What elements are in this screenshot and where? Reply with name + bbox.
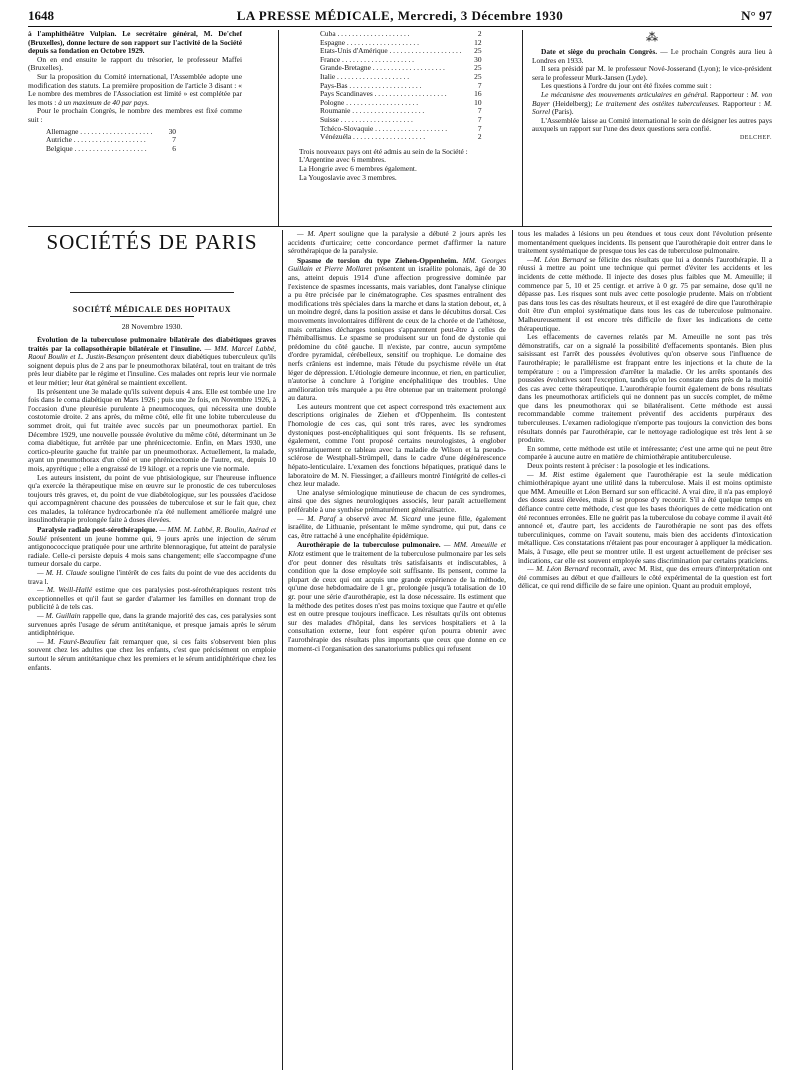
paragraph xyxy=(532,48,772,65)
table-row xyxy=(320,73,482,82)
table-row xyxy=(46,145,176,154)
country-name: Cuba . . . . . . . . . . . . . . . . . . . . xyxy=(320,30,410,38)
text-span: Rapporteur : xyxy=(708,89,751,99)
column-1 xyxy=(28,336,276,1066)
country-name: Espagne . . . . . . . . . . . . . . . . . . . . xyxy=(320,38,419,47)
text-span: (Heidelberg); xyxy=(549,98,596,108)
text-span: à un maximum de 40 par pays. xyxy=(58,97,150,107)
paragraph: L'Assemblée laisse au Comité international le soin de désigner les autres pays auxquels un rapport sur l'une des deux questions sera confié. xyxy=(532,115,772,134)
speaker: —M. Léon Bernard xyxy=(527,254,587,264)
paragraph xyxy=(518,565,772,591)
member-count: 6 xyxy=(172,143,176,153)
country-name: Suisse . . . . . . . . . . . . . . . . . . . . xyxy=(320,115,413,124)
country-name: Allemagne . . . . . . . . . . . . . . . . . . . . xyxy=(46,127,153,136)
issue-number: N° 97 xyxy=(741,8,772,23)
item-title: Spasme de torsion du type Ziehen-Oppenheim. xyxy=(297,255,459,265)
heading-rule xyxy=(70,292,234,293)
paragraph: Deux points restent à préciser : la posologie et les indications. xyxy=(527,461,710,471)
paragraph xyxy=(288,515,506,541)
table-row xyxy=(320,90,482,99)
paragraph xyxy=(28,638,276,672)
paragraph: Il sera présidé par M. le professeur Nové-Josserand (Lyon); le vice-président sera le professeur Murk-Jansen (Lyde). xyxy=(532,64,772,82)
member-count: 12 xyxy=(474,37,482,47)
country-name: Etats-Unis d'Amérique . . . . . . . . . . . . . . . . . . . . xyxy=(320,47,462,56)
country-name: Pologne . . . . . . . . . . . . . . . . . . . . xyxy=(320,98,419,107)
speaker: — M. Paraf xyxy=(297,513,336,523)
country-name: Tchéco-Slovaquie . . . . . . . . . . . . . . . . . . . . xyxy=(320,124,448,133)
column-rule xyxy=(282,230,283,1070)
paragraph xyxy=(518,471,772,566)
text-span: une jeune fille, également israélite, de Lithuanie, présentant le même syndrome, qui put, dans ce cas, être rattaché à une encéphalite épidémique. xyxy=(288,513,506,540)
top-left-column xyxy=(28,30,242,220)
speaker: M. Sicard xyxy=(390,513,421,523)
paragraph: On en end ensuite le rapport du trésorier, le professeur Maffei (Bruxelles). xyxy=(28,54,242,73)
item-title: Paralysie radiale post-sérothérapique. xyxy=(37,525,158,535)
speaker: — M. Guillain xyxy=(37,611,81,620)
member-count: 25 xyxy=(474,71,482,81)
section-rule xyxy=(28,226,772,227)
page-number: 1648 xyxy=(28,8,54,23)
paragraph xyxy=(288,257,506,403)
paragraph xyxy=(28,586,276,612)
paragraph xyxy=(28,73,242,107)
country-name: France . . . . . . . . . . . . . . . . . . . . xyxy=(320,55,415,64)
member-count: 2 xyxy=(477,132,482,142)
country-name: Vénézuéla . . . . . . . . . . . . . . . . . . . . xyxy=(320,133,426,142)
table-row xyxy=(320,47,482,56)
member-count: 7 xyxy=(477,123,482,133)
country-name: Italie . . . . . . . . . . . . . . . . . . . . xyxy=(320,72,410,81)
table-row xyxy=(320,99,482,108)
paragraph xyxy=(28,336,276,388)
authors: MM. Georges Guillain et Pierre Mollaret xyxy=(288,255,506,274)
country-table xyxy=(320,30,482,142)
paragraph: à l'amphithéâtre Vulpian. Le secrétaire général, M. De'chef (Bruxelles), donne lecture de son rapport sur l'activité de la Société depuis sa fondation en Octobre 1929. xyxy=(28,30,242,56)
signature: DELCHEF. xyxy=(739,134,772,141)
paragraph: Pour le prochain Congrès, le nombre des membres est fixé comme suit : xyxy=(28,106,242,124)
text-span: souligne l'intérêt de ces faits du point de vue des accidents du trava l. xyxy=(28,568,276,586)
text-span: a observé avec xyxy=(335,513,391,523)
text-span: (Paris). xyxy=(550,107,574,117)
member-count: 10 xyxy=(474,97,482,107)
table-row xyxy=(320,30,482,39)
paragraph: Ils présentent une 3e malade qu'ils suivent depuis 4 ans. Elle est tombée une 1re fois dans le coma diabétique en Mars 1926 ; puis une 2e fois, en Novembre 1926, à l'occasion d'une pleurésie purulente à pneumocoques, qui nécessita une double costotomie droite. 2 ans après, du même côté, elle fit une lobite tuberculeuse du sommet droit, qui fut traitée avec succès par un pneumothorax partiel. En Décembre 1929, une nouvelle poussée évolutive du même côté, déterminant un 3e coma diabétique, fut arrêtée par une phrénicectomie. Enfin, en Mars 1930, une cortico-pleurite gauche fut traitée par un pneumothorax. Actuellement, la malade, ayant un pneumothorax d'un côté et une phrénicectomie de l'autre, est, depuis 10 mois, apyrétique ; elle a engraissé de 19 kilogr. et a repris une vie normale. xyxy=(28,386,276,473)
asterism: ⁂ xyxy=(646,30,658,44)
column-rule xyxy=(278,30,279,226)
paragraph: Les auteurs montrent que cet aspect correspond très exactement aux descriptions originales de Ziehen et d'Oppenheim. Ils contestent l'homologie de ces cas, qui sont très rares, avec les syndromes dystoniques post-encéphalitiques qui sont fréquents. Ils se refusent, également, comme l'ont proposé certains neurologistes, à englober systématiquement ce tableau avec la maladie de Wilson et la pseudo-sclérose de Westphall-Strümpell, dans le cadre d'une dégénérescence hépato-lenticulaire. L'examen des fonctions hépatiques, pratiqué dans le laboratoire de M. N. Fiessinger, a d'ailleurs montré l'intégrité de celles-ci chez leur malade. xyxy=(288,401,506,489)
member-count: 7 xyxy=(477,106,482,116)
authors: — MM. M. Labbé, R. Boulin, Azérad et Soulié xyxy=(28,525,276,543)
member-count: 30 xyxy=(168,126,176,136)
text-span: souligne que la paralysie a débuté 2 jours après les accidents d'urticaire; cette concordance permet d'affirmer la nature sérothérapique de la paralysie. xyxy=(288,230,506,256)
journal-title: LA PRESSE MÉDICALE, Mercredi, 3 Décembre 1930 xyxy=(236,8,564,23)
item-title: Aurothérapie de la tuberculose pulmonaire. xyxy=(297,540,441,550)
speaker: — M. Rist xyxy=(527,469,565,479)
item-title: Évolution de la tuberculose pulmonaire bilatérale des diabétiques graves traités par la collapsothérapie bilatérale et l'insuline. xyxy=(28,336,276,353)
text-span: reconnaît, avec M. Rist, que des erreurs d'interprétation ont été commises au début et que d'ailleurs le côté expérimental de la question est fort délicat, ce qui rend difficile de se faire une opinion. Quant au produit employé, xyxy=(518,564,772,591)
column-2 xyxy=(288,230,506,1070)
member-count: 30 xyxy=(474,54,482,64)
country-name: Pays Scandinaves . . . . . . . . . . . . . . . . . . . . xyxy=(320,90,447,99)
top-right-column xyxy=(532,30,772,226)
text-span: M. Sorrel xyxy=(532,98,772,117)
country-name: Pays-Bas . . . . . . . . . . . . . . . . . . . . xyxy=(320,81,422,90)
text-span: Sur la proposition du Comité international, l'Assemblée adopte une modification des statuts. La première proposition de l'article 3 disant : « Le nombre des membres de l'Association est limité » est complétée par les mots : xyxy=(28,71,242,107)
speaker: — M. H. Claude xyxy=(37,568,88,578)
text-span: M. von Bayer xyxy=(532,89,772,108)
text-span: Le traitement des ostéites tuberculeuses. xyxy=(595,98,720,108)
speaker: — M. Léon Bernard xyxy=(527,564,589,574)
member-count: 25 xyxy=(474,63,482,73)
text-span: fait remarquer que, si ces faits s'observent bien plus souvent chez les adultes que chez les enfants, c'est que précisément on emploie surtout le sérum antitétanique chez les premiers et le sérum antidiphtérique chez les enfants. xyxy=(28,636,276,672)
paragraph: tous les malades à lésions un peu étendues et tous ceux dont l'évolution présente momentanément quelques incidents. Ils pensent que l'aurothérapie doit entrer dans le traitement systématique de presque tous les cas de tuberculose pulmonaire. xyxy=(518,230,772,256)
text-span: estime également que l'aurothérapie est la seule médication chimiothérapique ayant une utilité dans la tuberculose. Mais il est moins optimiste que MM. Ameuille et Léon Bernard sur son efficacité. A vrai dire, il n'a pas employé des doses aussi élevées, mais il se propose d'y recourir. S'il a été quelque temps en défiance contre cette méthode, c'est que les bases théoriques de cette médication ont été reconnues erronées. Elle ne guérit pas la tuberculose du cobaye comme il avait été annoncé et, d'autre part, les accidents de l'aurothérapie ne sont pas des effets tuberculiniques, comme on l'avait soutenu, mais bien des accidents d'intoxication métallique. Ces constatations n'étaient pas pour encourager à appliquer la médication. Mais, à l'usage, elle peut se montrer utile. Il est urgent actuellement de préciser ses indications, car elle est souvent employée sans discrimination par certains praticiens. xyxy=(518,469,772,565)
member-count: 2 xyxy=(477,30,482,38)
paragraph: En somme, cette méthode est utile et intéressante; c'est une arme qui ne peut être comparée à aucune autre en matière de chimiothérapie antituberculeuse. xyxy=(518,443,772,462)
text-span: estime que ces paralysies post-sérothérapiques restent très exceptionnelles et qu'il faut se garder d'alarmer les familles en donnant trop de publicité à de tels cas. xyxy=(28,585,276,612)
paragraph: Les effacements de cavernes relatés par M. Ameuille ne sont pas très démonstratifs, car on a signalé la possibilité d'effacements spontanés. Bien plus saisissant est l'arrêt des poussées évolutives qu'on observe sous l'influence de l'aurothérapie; le parallélisme est frappant entre les injections et la chute de la température : ou a l'impression d'arrêter la maladie. Or les arrêts spontanés des poussées évolutives sont l'exception, tandis qu'on les constate dans près de la moitié des cas avec cette thérapeutique. L'aurothérapie fournit également de bons résultats dans les pneumothorax artificiels qui ne donnent pas un succès complet, de même que dans les pneumothorax qui se bilatéralisent. Cette méthode est aussi recommandable comme traitement préventif des accidents purpéraux des tuberculeuses. L'examen radiologique n'emporte pas toujours la conviction des bons résultats donnés par l'aurothérapie, car le nettoyage radiologique est très lent à se produire. xyxy=(518,332,772,445)
text-span: Rapporteur : xyxy=(719,98,764,108)
column-3 xyxy=(518,230,772,1070)
column-rule xyxy=(522,30,523,226)
table-row xyxy=(320,82,482,91)
paragraph: Les auteurs insistent, du point de vue phtisiologique, sur l'heureuse influence qu'a exercée la thérapeutique mise en œuvre sur le pronostic de ces tuberculoses toujours très graves, et, du point de vue diabétologique, sur les poussées d'acidose qui accompagnèrent chacune des poussées de tuberculose et sur le fait que, chez ces malades, la tolérance hydrocarbonée n'a été nullement améliorée malgré une insulinothérapie prolongée faite à doses élevées. xyxy=(28,472,276,525)
country-name: Belgique . . . . . . . . . . . . . . . . . . . . xyxy=(46,144,147,153)
country-name: Grande-Bretagne . . . . . . . . . . . . . . . . . . . . xyxy=(320,64,445,73)
page-header xyxy=(28,8,772,27)
paragraph xyxy=(532,91,772,117)
table-row xyxy=(320,125,482,134)
table-row xyxy=(320,107,482,116)
text-span: Le mécanisme des mouvements articulaires en général. xyxy=(541,89,709,99)
table-row xyxy=(46,128,176,137)
section-title: Date et siège du prochain Congrès. xyxy=(541,47,658,56)
country-name: Autriche . . . . . . . . . . . . . . . . . . . . xyxy=(46,136,146,145)
paragraph xyxy=(28,612,276,638)
paragraph xyxy=(28,526,276,569)
authors: — MM. Ameuille et Klotz xyxy=(288,540,506,558)
member-count: 7 xyxy=(477,114,482,124)
member-count: 7 xyxy=(477,80,482,90)
table-row xyxy=(320,56,482,65)
table-row xyxy=(320,64,482,73)
text-span: rappelle que, dans la grande majorité des cas, ces paralysies sont survenues après l'usage de sérum antitétanique, et presque jamais après le sérum antidiphtérique. xyxy=(28,611,276,638)
member-count: 7 xyxy=(172,135,176,145)
list-item: La Hongrie avec 6 membres également. xyxy=(299,163,417,173)
table-row xyxy=(320,39,482,48)
paragraph: Une analyse sémiologique minutieuse de chacun de ces syndromes, ainsi que des signes neurologiques associés, leur paraît actuellement préférable à une synthèse prématurément généralisatrice. xyxy=(288,487,506,514)
member-count: 16 xyxy=(474,89,482,99)
text-span: présentent deux diabétiques tuberculeux qu'ils soignent depuis plus de 2 ans par le pneumothorax bilatéral, tout en traitant de très près leur diabète par le régime et l'insuline. Ces malades ont repris leur vie normale et leur métier; leur état général se maintient excellent. xyxy=(28,352,276,387)
text-span: — Le prochain Congrès aura lieu à Londres en 1933. xyxy=(532,47,772,65)
list-item: L'Argentine avec 6 membres. xyxy=(299,155,386,165)
paragraph xyxy=(288,541,506,653)
text-span: présentent un jeune homme qui, 9 jours après une injection de sérum antigonococcique pratiquée pour une arthrite blennoragique, fut atteint de paralysie radiale. Celle-ci persiste depuis 4 mois sans changement; elle s'accompagne d'une tumeur dorsale du carpe. xyxy=(28,533,276,569)
country-name: Roumanie . . . . . . . . . . . . . . . . . . . . xyxy=(320,107,425,116)
list-item: La Yougoslavie avec 3 membres. xyxy=(299,172,397,182)
text-span: présentent un israélite polonais, âgé de 30 ans, atteint depuis 1914 d'une affection progressive dominée par l'existence de spasmes incessants, mais variables, dont l'analyse clinique a pu être précisée par le cinématographe. Ces spasmes entraînent des modifications très spéciales dans la marche et dans la station debout, et, à un moindre degré, dans la position assise et dans le décubitus dorsal. Ces mouvements involontaires diffèrent de ceux de la chorée et de l'athétose, mais certaines décharges toniques s'apparentent peut-être à celles de l'hémiballismus. Le spasme se produisent sur un fond de dystonie qui prédomine du côté gauche. Il n'existe, par contre, aucun symptôme d'ordre pyramidal, cérébelleux, sensitif ou trophique. Le domaine des nerfs crâniens est indemne, mais l'étude du psychisme révèle un état léger de dépression. L'étiologie demeure inconnue, et rien, en particulier, n'autorise à conclure à l'origine encéphalitique des troubles. Une amélioration très marquée a pu être obtenue par un traitement prolongé au datura. xyxy=(288,264,506,403)
paragraph xyxy=(518,256,772,333)
table-row xyxy=(320,116,482,125)
country-table xyxy=(46,128,176,154)
text-span: se félicite des résultats que lui a donnés l'aurothérapie. Il a réussi à mettre au point une technique qui permet d'éviter les accidents et les incidents de cette méthode. Il injecte des doses plus faibles que M. Ameuille; il commence par 5, 10 et 25 centigr. et arrive à 0 gr. 75 par semaine, dose qu'il ne dépasse pas. Les risques sont nuls avec cette posologie prudente. Mais on n'obtient pas dans tous les cas des résultats heureux, et il est exagéré de dire que l'aurothérapie doit être d'un emploi systématique dans tous les cas de tuberculose pulmonaire. Malheureusement il est encore très difficile de fixer les indications de cette thérapeutique. xyxy=(518,254,772,333)
member-count: 25 xyxy=(474,46,482,56)
speaker: — M. Weill-Hallé xyxy=(37,585,93,595)
session-date: 28 Novembre 1930. xyxy=(121,322,183,331)
paragraph: Trois nouveaux pays ont été admis au sein de la Société : xyxy=(299,146,468,156)
society-name: SOCIÉTÉ MÉDICALE DES HOPITAUX xyxy=(72,305,232,314)
top-middle-column xyxy=(290,30,512,226)
column-rule xyxy=(512,230,513,1070)
paragraph: Les questions à l'ordre du jour ont été fixées comme suit : xyxy=(541,81,712,91)
paragraph xyxy=(28,569,276,586)
paragraph xyxy=(288,230,506,256)
speaker: — M. Fauré-Beaulieu xyxy=(37,636,106,646)
text-span: estiment que le traitement de la tuberculose pulmonaire par les sels d'or peut donner des résultats très satisfaisants et indiscutables, à condition que la dose employée soit suffisante. Ils pensent, comme la plupart de ceux qui ont acquis une grande expérience de la méthode, qu'une dose hebdomadaire de 1 gr., prolongée jusqu'à totalisation de 10 gr. pour une série d'aurothérapie, est la dose nécessaire. Ils estiment que la méthode des petites doses n'est pas moins toxique que l'autre et qu'elle est en outre presque toujours inefficace. Les résultats qu'ils ont obtenus sur des malades d'hôpital, dans les services hospitaliers et à la consultation externe, leur font espérer qu'on pourra obtenir avec l'aurothérapie des résultats plus importants que ceux que donne en ce moment-ci l'organisation des sanatoriums publics qui refusent xyxy=(288,548,506,653)
table-row xyxy=(320,133,482,142)
heading-rule xyxy=(110,316,194,317)
section-heading: SOCIÉTÉS DE PARIS xyxy=(46,230,258,254)
table-row xyxy=(46,136,176,145)
speaker: — M. Apert xyxy=(297,230,336,238)
authors: — MM. Marcel Labbé, Raoul Boulin et L. Justin-Besançon xyxy=(28,343,276,362)
